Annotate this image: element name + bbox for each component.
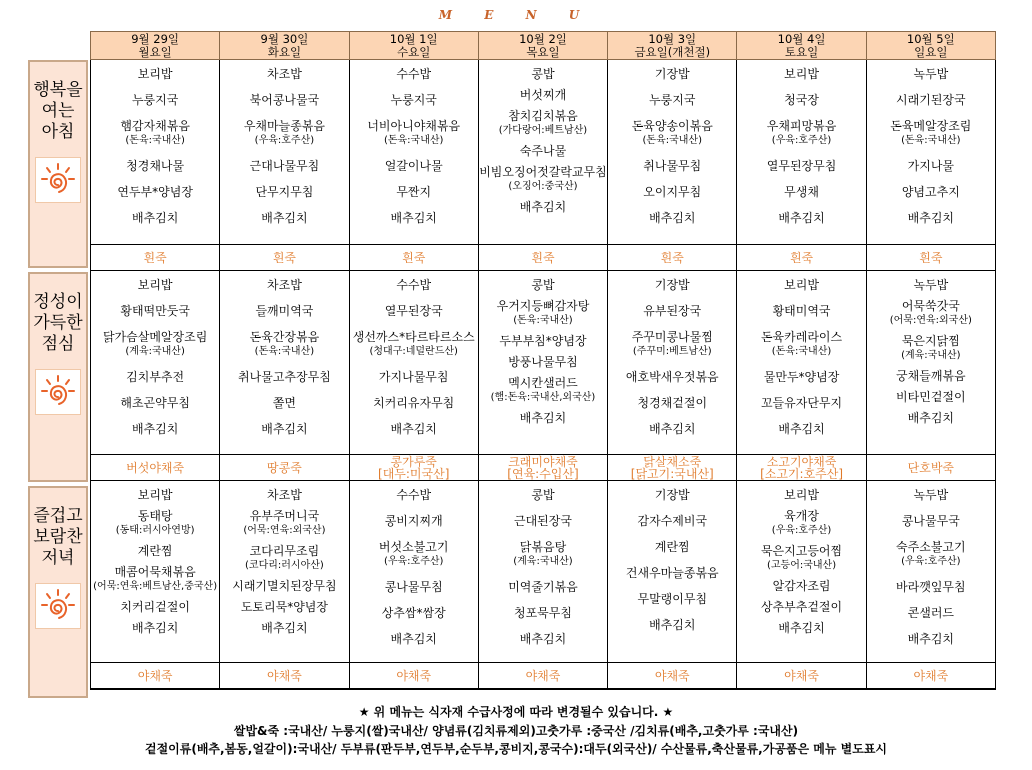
menu-item: 무말랭이무침 [637, 592, 708, 606]
menu-item: 육개장 [784, 509, 819, 523]
menu-item: 차조밥 [267, 278, 302, 292]
menu-grid [90, 60, 996, 690]
menu-item: 쫄면 [272, 396, 297, 410]
menu-item: 생선까스*타르타르소스 [352, 330, 475, 344]
menu-item: 궁채들깨볶음 [896, 369, 966, 383]
porridge-item: 야채죽 [913, 668, 949, 683]
menu-item: 멕시칸샐러드 [508, 376, 578, 390]
meal-cell [220, 481, 349, 662]
meal-cell [220, 271, 349, 454]
porridge-item: [닭고기:국내산] [630, 466, 714, 481]
menu-item: 연두부*양념장 [117, 185, 193, 199]
menu-item: (우육:호주산) [383, 556, 444, 567]
menu-item: 보리밥 [784, 278, 819, 292]
meal-cell [91, 271, 220, 454]
footer-origin-1: 쌀밥&죽 :국내산/ 누룽지(쌀)국내산/ 양념류(김치류제외)고춧가루 :중국산 /김치류(배추,고춧가루 :국내산) [233, 724, 799, 738]
menu-item: 계란찜 [654, 540, 690, 554]
menu-item: 가지나물 [907, 159, 955, 173]
menu-item: 북어콩나물국 [249, 93, 320, 107]
menu-item: 참치김치볶음 [508, 109, 578, 123]
menu-item: 너비아니야채볶음 [367, 119, 461, 133]
menu-item: 배추김치 [778, 422, 825, 436]
menu-item: 녹두밥 [913, 488, 949, 502]
menu-item: 배추김치 [131, 422, 179, 436]
menu-item: 누룽지국 [390, 93, 437, 107]
menu-item: 청경채겉절이 [637, 396, 708, 410]
menu-item: 콩밥 [531, 67, 555, 81]
menu-item: (돈육:국내산) [383, 135, 444, 146]
menu-item: 유부주머니국 [249, 509, 320, 523]
menu-item: 돈육카레라이스 [760, 330, 843, 344]
porridge-item: 흰죽 [660, 250, 684, 265]
day-header-row [90, 31, 996, 60]
menu-item: 청경채나물 [126, 159, 185, 173]
meal-cell [608, 271, 737, 454]
day-header-4 [607, 31, 736, 60]
menu-item: 단무지무침 [255, 185, 314, 199]
meal-cell [608, 60, 737, 244]
menu-item: 상추쌈*쌈장 [381, 606, 446, 620]
meal-cell [737, 271, 866, 454]
menu-item: 유부된장국 [643, 304, 702, 318]
menu-item: (계육:국내산) [513, 556, 573, 567]
day-date: 10월 3일 [648, 32, 697, 46]
menu-item: 근대나물무침 [249, 159, 320, 173]
menu-item: 배추김치 [649, 422, 696, 436]
menu-item: 수수밥 [396, 67, 432, 81]
menu-item: 돈육간장볶음 [249, 330, 320, 344]
menu-item: 배추김치 [131, 211, 179, 225]
porridge-cell [737, 455, 866, 480]
porridge-item: 야채죽 [784, 668, 819, 683]
menu-item: 우채피망볶음 [766, 119, 837, 133]
day-date: 10월 5일 [906, 32, 955, 46]
meal-label-1 [28, 272, 88, 482]
porridge-cell [220, 245, 349, 270]
menu-item: 배추김치 [519, 200, 567, 214]
porridge-cell [350, 455, 479, 480]
porridge-item: [연육:수입산] [507, 466, 579, 481]
porridge-cell [737, 245, 866, 270]
menu-item: 가지나물무침 [378, 370, 449, 384]
menu-item: 녹두밥 [913, 278, 949, 292]
menu-item: 배추김치 [907, 411, 955, 425]
menu-item: (오징어:중국산) [508, 181, 578, 192]
menu-item: 배추김치 [261, 422, 308, 436]
menu-item: 돈육메알장조림 [890, 119, 972, 133]
menu-item: 배추김치 [390, 211, 437, 225]
menu-item: 시래기된장국 [896, 93, 966, 107]
porridge-item: 소고기야채죽 [766, 454, 837, 469]
porridge-row-0 [91, 245, 995, 271]
menu-item: 돈육양송이볶음 [631, 119, 713, 133]
meal-row-2 [91, 481, 995, 663]
menu-item: 배추김치 [390, 422, 437, 436]
menu-item: 감자수제비국 [637, 514, 708, 528]
menu-item: 콩나물무침 [384, 580, 443, 594]
menu-item: 배추김치 [519, 411, 567, 425]
porridge-item: 크래미야채죽 [508, 454, 578, 469]
menu-item: 계란찜 [137, 544, 173, 558]
porridge-item: [소고기:호주산] [760, 466, 844, 481]
menu-item: 우거지등뼈감자탕 [496, 299, 590, 313]
porridge-item: 흰죽 [531, 250, 555, 265]
porridge-cell [220, 663, 349, 688]
menu-item: 동태탕 [137, 509, 173, 523]
day-weekday: 금요일(개천절) [634, 45, 711, 59]
menu-item: 청국장 [784, 93, 819, 107]
porridge-cell [350, 245, 479, 270]
porridge-item: 야채죽 [137, 668, 173, 683]
day-weekday: 월요일 [138, 45, 172, 59]
porridge-item: 흰죽 [919, 250, 943, 265]
meal-cell [479, 271, 608, 454]
menu-item: 숙주소불고기 [896, 540, 966, 554]
day-header-0 [90, 31, 219, 60]
porridge-cell [867, 663, 995, 688]
menu-item: 애호박새우젓볶음 [625, 370, 719, 384]
menu-item: 누룽지국 [649, 93, 696, 107]
menu-item: 비빔오징어젓갈락교무침 [479, 165, 607, 179]
day-date: 10월 2일 [519, 32, 567, 46]
menu-item: 열무된장무침 [766, 159, 837, 173]
menu-item: 콩밥 [531, 488, 555, 502]
menu-item: 취나물무침 [643, 159, 702, 173]
porridge-item: 야채죽 [267, 668, 302, 683]
menu-item: (돈육:국내산) [125, 135, 185, 146]
menu-item: 배추김치 [907, 632, 955, 646]
menu-item: 숙주나물 [519, 144, 567, 158]
menu-item: (동태:러시아연방) [115, 525, 195, 536]
day-date: 9월 30일 [260, 32, 309, 46]
menu-item: 수수밥 [396, 278, 432, 292]
meal-label-2 [28, 486, 88, 698]
menu-item: 시래기멸치된장무침 [232, 579, 337, 593]
menu-item: 기장밥 [654, 488, 690, 502]
menu-item: 배추김치 [390, 632, 437, 646]
meal-cell [479, 60, 608, 244]
meal-cell [91, 481, 220, 662]
day-weekday: 토요일 [784, 45, 819, 59]
menu-item: 무생채 [784, 185, 819, 199]
menu-item: 어묵쑥갓국 [901, 299, 960, 313]
menu-item: 차조밥 [267, 67, 302, 81]
menu-item: 꼬들유자단무지 [760, 396, 843, 410]
menu-item: 묵은지닭찜 [901, 334, 960, 348]
menu-item: 치커리겉절이 [120, 600, 190, 614]
menu-item: 열무된장국 [384, 304, 443, 318]
menu-item: 배추김치 [907, 211, 955, 225]
menu-item: (어묵:연육:외국산) [243, 525, 326, 536]
menu-item: 버섯소불고기 [378, 540, 449, 554]
menu-item: (우육:호주산) [771, 135, 832, 146]
menu-item: 배추김치 [778, 621, 825, 635]
porridge-cell [479, 455, 608, 480]
menu-item: 묵은지고등어찜 [760, 544, 843, 558]
menu-item: (돈육:국내산) [513, 315, 573, 326]
porridge-item: 야채죽 [654, 668, 690, 683]
menu-item: 들깨미역국 [255, 304, 314, 318]
menu-item: (고등어:국내산) [766, 560, 837, 571]
meal-label-text: 즐겁고 보람찬 저녁 [33, 506, 83, 568]
menu-item: (돈육:국내산) [901, 135, 961, 146]
porridge-cell [608, 245, 737, 270]
meal-label-text: 정성이 가득한 점심 [33, 292, 83, 354]
menu-item: 두부부침*양념장 [499, 334, 587, 348]
menu-item: 누룽지국 [131, 93, 179, 107]
menu-item: 배추김치 [519, 632, 567, 646]
menu-item: (돈육:국내산) [254, 346, 315, 357]
menu-item: 콩나물무국 [901, 514, 960, 528]
menu-item: 황태떡만둣국 [120, 304, 190, 318]
menu-item: 도토리묵*양념장 [240, 600, 328, 614]
menu-item: 매콤어묵채볶음 [114, 565, 196, 579]
porridge-item: 흰죽 [789, 250, 814, 265]
footer-origin-2: 겉절이류(배추,봄동,얼갈이):국내산/ 두부류(판두부,연두부,순두부,콩비지,콩국수):대두(외국산)/ 수산물류,축산물류,가공품은 메뉴 별도표시 [144, 742, 887, 756]
menu-item: 얼갈이나물 [384, 159, 443, 173]
meal-cell [867, 271, 995, 454]
day-date: 9월 29일 [131, 32, 180, 46]
day-weekday: 일요일 [914, 45, 948, 59]
menu-item: (코다리:러시아산) [245, 560, 324, 571]
menu-item: (주꾸미:베트남산) [632, 346, 712, 357]
porridge-cell [479, 245, 608, 270]
menu-item: 무짠지 [396, 185, 432, 199]
menu-item: 배추김치 [131, 621, 179, 635]
menu-item: 배추김치 [649, 211, 696, 225]
porridge-cell [91, 455, 220, 480]
menu-item: (햄:돈육:국내산,외국산) [490, 392, 596, 403]
menu-item: 오이지무침 [643, 185, 702, 199]
porridge-cell [608, 455, 737, 480]
porridge-cell [91, 245, 220, 270]
meal-cell [350, 271, 479, 454]
menu-item: 기장밥 [654, 278, 690, 292]
menu-item: 물만두*양념장 [763, 370, 840, 384]
porridge-item: 버섯야채죽 [126, 460, 185, 475]
meal-cell [867, 60, 995, 244]
menu-item: 건새우마늘종볶음 [625, 566, 719, 580]
menu-item: 미역줄기볶음 [508, 580, 578, 594]
day-header-1 [219, 31, 348, 60]
menu-item: 주꾸미콩나물찜 [631, 330, 713, 344]
porridge-row-1 [91, 455, 995, 481]
porridge-cell [867, 245, 995, 270]
menu-item: 버섯찌개 [519, 88, 567, 102]
meal-label-0 [28, 60, 88, 268]
day-weekday: 화요일 [267, 45, 302, 59]
menu-item: 배추김치 [649, 618, 696, 632]
meal-cell [608, 481, 737, 662]
meal-row-1 [91, 271, 995, 455]
meal-cell [737, 481, 866, 662]
menu-item: 취나물고추장무침 [238, 370, 331, 384]
porridge-item: 단호박죽 [907, 460, 955, 475]
menu-item: 콩밥 [531, 278, 555, 292]
menu-item: 보리밥 [784, 67, 819, 81]
menu-item: 김치부추전 [126, 370, 185, 384]
menu-item: (우육:호주산) [771, 525, 832, 536]
porridge-item: 흰죽 [272, 250, 297, 265]
meal-cell [220, 60, 349, 244]
menu-title: M E N U [438, 8, 594, 22]
menu-item: 수수밥 [396, 488, 432, 502]
meal-cell [737, 60, 866, 244]
sun-logo-icon [35, 157, 81, 203]
porridge-item: 흰죽 [143, 250, 167, 265]
porridge-item: 땅콩죽 [267, 460, 302, 475]
meal-cell [350, 60, 479, 244]
menu-item: 근대된장국 [514, 514, 572, 528]
menu-item: (청대구:네덜란드산) [369, 346, 458, 357]
menu-item: 방풍나물무침 [508, 355, 578, 369]
menu-item: 닭볶음탕 [519, 540, 567, 554]
porridge-row-2 [91, 663, 995, 689]
menu-item: (우육:호주산) [254, 135, 315, 146]
porridge-item: 흰죽 [402, 250, 426, 265]
menu-item: 보리밥 [137, 488, 173, 502]
porridge-cell [737, 663, 866, 688]
menu-item: 콩비지찌개 [384, 514, 443, 528]
menu-item: (우육:호주산) [901, 556, 961, 567]
sun-logo-icon [35, 583, 81, 629]
menu-item: 차조밥 [267, 488, 302, 502]
menu-item: 치커리유자무침 [373, 396, 455, 410]
day-header-2 [349, 31, 478, 60]
day-weekday: 목요일 [526, 45, 560, 59]
menu-item: 배추김치 [778, 211, 825, 225]
menu-item: 보리밥 [137, 278, 173, 292]
porridge-cell [220, 455, 349, 480]
menu-item: 청포묵무침 [514, 606, 572, 620]
meal-cell [867, 481, 995, 662]
day-weekday: 수요일 [397, 45, 431, 59]
menu-item: 우채마늘종볶음 [243, 119, 325, 133]
meal-label-text: 행복을 여는 아침 [33, 80, 83, 142]
day-date: 10월 4일 [777, 32, 826, 46]
menu-item: 해초곤약무침 [120, 396, 190, 410]
porridge-item: 야채죽 [525, 668, 561, 683]
menu-item: 상추부추겉절이 [760, 600, 843, 614]
porridge-item: [대두:미국산] [378, 466, 450, 481]
menu-item: 배추김치 [261, 211, 308, 225]
meal-row-0 [91, 60, 995, 245]
meal-cell [479, 481, 608, 662]
menu-item: 닭가슴살메알장조림 [102, 330, 208, 344]
menu-item: (계육:국내산) [901, 350, 961, 361]
menu-item: (가다랑어:베트남산) [498, 125, 588, 136]
menu-item: 코다리무조림 [249, 544, 320, 558]
sun-logo-icon [35, 369, 81, 415]
day-header-5 [736, 31, 865, 60]
menu-item: 비타민겉절이 [896, 390, 966, 404]
meal-cell [91, 60, 220, 244]
menu-item: 바라깻잎무침 [896, 580, 966, 594]
porridge-cell [867, 455, 995, 480]
menu-item: 알감자조림 [772, 579, 831, 593]
day-header-6 [866, 31, 996, 60]
menu-item: (돈육:국내산) [771, 346, 832, 357]
menu-item: 양념고추지 [901, 185, 960, 199]
porridge-item: 닭살채소죽 [643, 454, 702, 469]
menu-item: 햄감자채볶음 [120, 119, 190, 133]
footer-notice: ★ 위 메뉴는 식자재 수급사정에 따라 변경될수 있습니다. ★ [358, 705, 674, 719]
porridge-cell [608, 663, 737, 688]
porridge-item: 야채죽 [396, 668, 432, 683]
menu-item: (돈육:국내산) [642, 135, 702, 146]
meal-cell [350, 481, 479, 662]
porridge-item: 콩가루죽 [390, 454, 437, 469]
porridge-cell [350, 663, 479, 688]
menu-item: 배추김치 [261, 621, 308, 635]
menu-item: 황태미역국 [772, 304, 831, 318]
menu-item: (어묵:연육:외국산) [889, 315, 972, 326]
menu-item: (어묵:연육:베트남산,중국산) [93, 581, 218, 592]
menu-item: 보리밥 [784, 488, 819, 502]
day-header-3 [478, 31, 607, 60]
menu-item: 보리밥 [137, 67, 173, 81]
menu-item: (계육:국내산) [125, 346, 185, 357]
menu-item: 콘샐러드 [907, 606, 955, 620]
day-date: 10월 1일 [389, 32, 438, 46]
menu-item: 기장밥 [654, 67, 690, 81]
porridge-cell [91, 663, 220, 688]
porridge-cell [479, 663, 608, 688]
menu-item: 녹두밥 [913, 67, 949, 81]
